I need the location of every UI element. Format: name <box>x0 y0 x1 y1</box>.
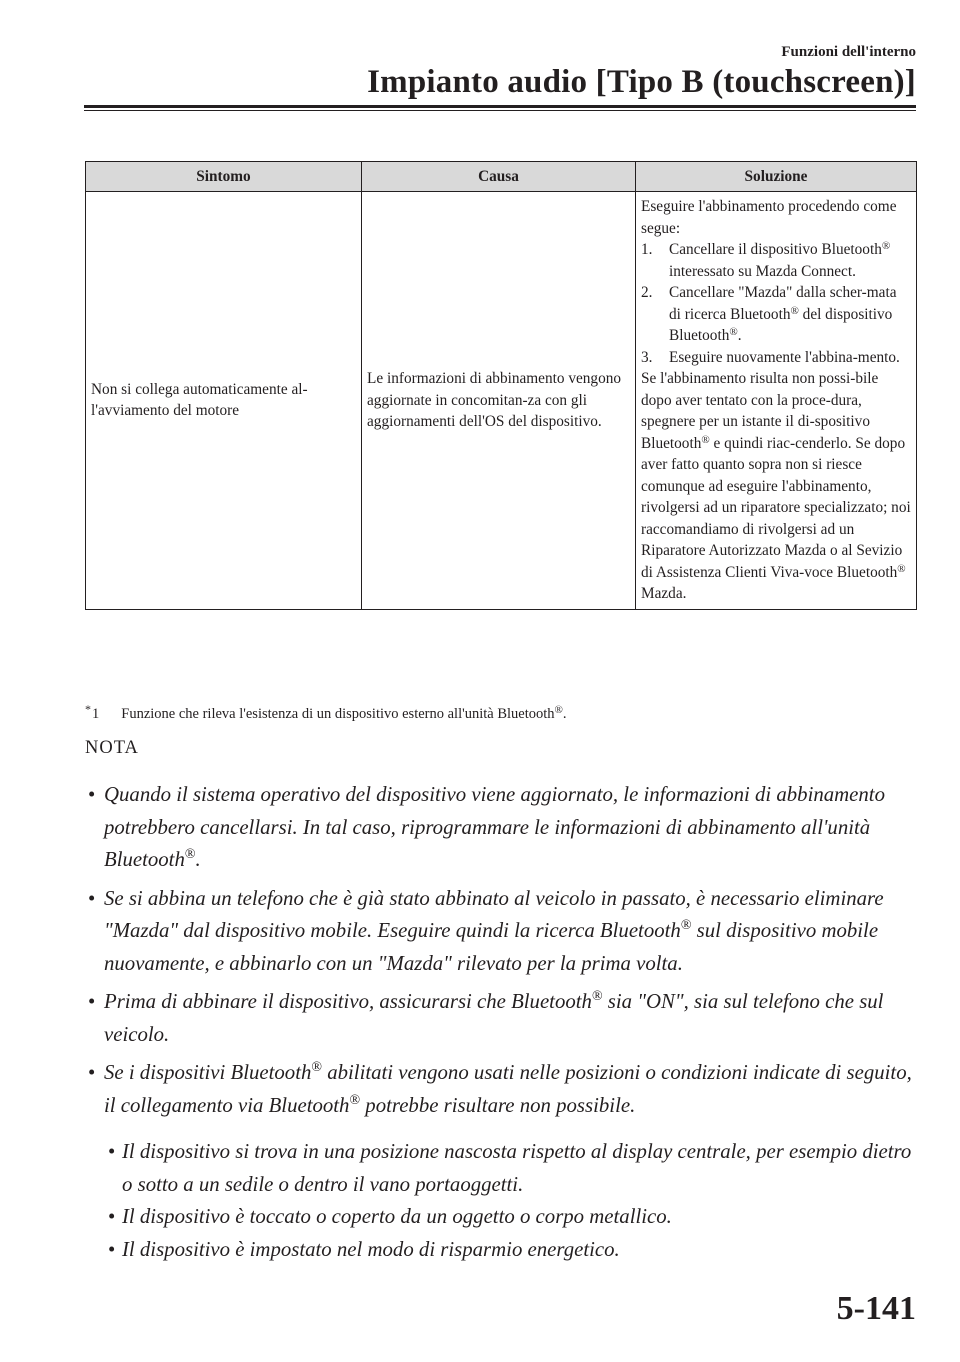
header-cause: Causa <box>362 162 636 192</box>
step-text: Cancellare "Mazda" dalla scher-mata di ricerca Bluetooth® del dispositivo Bluetooth®. <box>669 284 897 344</box>
header-rule-thin <box>84 110 916 111</box>
step-text: Cancellare il dispositivo Bluetooth® interessato su Mazda Connect. <box>669 240 891 280</box>
bullet-icon: • <box>108 1140 116 1163</box>
nota-list <box>0 779 960 1266</box>
solution-step <box>641 239 912 282</box>
section-title: Funzioni dell'interno <box>781 44 916 60</box>
list-item: • Se i dispositivi Bluetooth® abilitati vengono usati nelle posizioni o condizioni indicate di seguito, il collegamento via Bluetooth® potrebbe risultare non possibile. <box>0 1057 916 1122</box>
troubleshooting-table <box>85 161 917 610</box>
table-header-row <box>86 162 917 192</box>
footnote-number: 1 <box>92 706 100 722</box>
solution-step <box>641 282 912 347</box>
header-symptom: Sintomo <box>86 162 362 192</box>
step-number: 2. <box>641 284 653 301</box>
list-item: • Se si abbina un telefono che è già stato abbinato al veicolo in passato, è necessario eliminare "Mazda" dal dispositivo mobile. Eseguire quindi la ricerca Bluetooth® sul dispositivo mobile nuovamente, e abbinarlo con un "Mazda" rilevato per la prima volta. <box>0 883 916 981</box>
bullet-icon: • <box>88 783 96 806</box>
bullet-icon: • <box>108 1205 116 1228</box>
header-rule-thick <box>84 105 916 108</box>
step-text: Eseguire nuovamente l'abbina-mento. <box>669 348 900 366</box>
nota-sublist <box>0 1136 960 1266</box>
page-number: 5-141 <box>836 1290 916 1327</box>
bullet-icon: • <box>88 886 96 910</box>
footnote-text: Funzione che rileva l'esistenza di un dispositivo esterno all'unità Bluetooth®. <box>121 704 567 722</box>
list-item: • Il dispositivo è toccato o coperto da un oggetto o corpo metallico. <box>0 1201 916 1234</box>
solution-intro: Eseguire l'abbinamento procedendo come segue: <box>641 198 897 237</box>
list-item: • Prima di abbinare il dispositivo, assicurarsi che Bluetooth® sia "ON", sia sul telefono che sul veicolo. <box>0 986 916 1051</box>
table-row <box>86 192 917 610</box>
bullet-icon: • <box>88 990 96 1013</box>
footnote <box>85 702 567 723</box>
list-item: • Quando il sistema operativo del dispositivo viene aggiornato, le informazioni di abbinamento potrebbero cancellarsi. In tal caso, riprogrammare le informazioni di abbinamento all'unità Bluetooth®. <box>0 779 916 877</box>
header-solution: Soluzione <box>636 162 917 192</box>
list-item: • Il dispositivo è impostato nel modo di risparmio energetico. <box>0 1234 916 1267</box>
cause-cell: Le informazioni di abbinamento vengono aggiornate in concomitan-za con gli aggiornamenti dell'OS del dispositivo. <box>362 192 636 610</box>
bullet-icon: • <box>88 1061 96 1084</box>
footnote-mark: * <box>85 702 91 716</box>
step-number: 3. <box>641 348 653 366</box>
solution-outro: Se l'abbinamento risulta non possi-bile dopo aver tentato con la proce-dura, spegnere per un istante il di-spositivo Bluetooth® e quindi riac-cenderlo. Se dopo aver fatto quanto sopra non si riesce comunque ad eseguire l'abbinamento, rivolgersi ad un riparatore specializzato; noi raccomandiamo di rivolgersi ad un Riparatore Autorizzato Mazda o al Sevizio di Assistenza Clienti Viva-voce Bluetooth® Mazda. <box>641 370 911 602</box>
list-item: • Il dispositivo si trova in una posizione nascosta rispetto al display centrale, per esempio dietro o sotto a un sedile o dentro il vano portaoggetti. <box>0 1136 916 1201</box>
bullet-icon: • <box>108 1237 116 1261</box>
symptom-cell: Non si collega automaticamente al-l'avviamento del motore <box>86 192 362 610</box>
solution-cell <box>636 192 917 610</box>
page-title: Impianto audio [Tipo B (touchscreen)] <box>367 64 916 100</box>
step-number: 1. <box>641 241 653 258</box>
nota-heading: NOTA <box>85 738 139 758</box>
solution-step <box>641 347 912 369</box>
